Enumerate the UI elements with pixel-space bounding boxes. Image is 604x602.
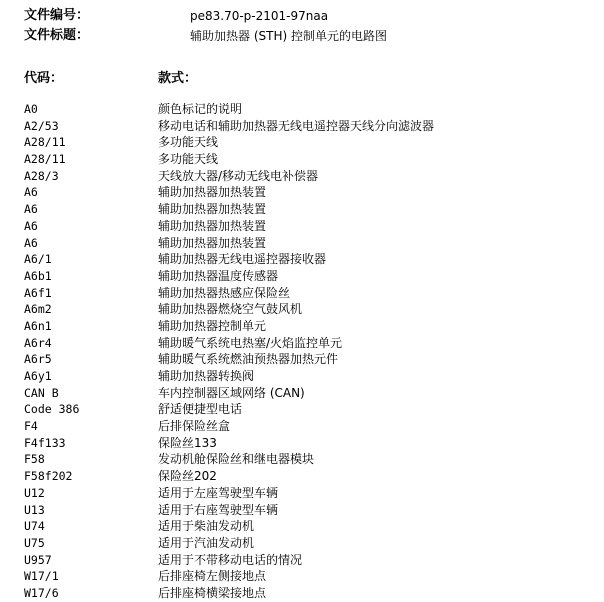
item-code: A6r4: [24, 335, 52, 350]
item-code: A6: [24, 185, 38, 200]
item-description: 保险丝202: [158, 469, 217, 484]
list-item: [24, 151, 594, 168]
item-description: 辅助暖气系统燃油预热器加热元件: [158, 352, 339, 367]
item-description: 辅助加热器控制单元: [158, 318, 267, 333]
list-item: [24, 301, 594, 318]
item-code: F4f133: [24, 435, 66, 450]
item-description: 辅助加热器加热装置: [158, 185, 267, 200]
item-description: 辅助加热器加热装置: [158, 218, 267, 233]
item-description: 辅助加热器温度传感器: [158, 268, 279, 283]
list-item: [24, 585, 594, 602]
item-code: A6y1: [24, 369, 52, 383]
list-item: [24, 368, 594, 385]
list-item: [24, 451, 594, 468]
list-item: [24, 468, 594, 485]
doc-number-value: pe83.70-p-2101-97naa: [190, 9, 329, 23]
item-code: U957: [24, 552, 52, 567]
item-code: A6b1: [24, 268, 52, 283]
list-item: [24, 285, 594, 302]
list-item: [24, 385, 594, 402]
list-item: [24, 418, 594, 435]
item-description: 辅助加热器加热装置: [158, 235, 267, 250]
item-description: 天线放大器/移动无线电补偿器: [158, 168, 319, 183]
item-code: A6/1: [24, 252, 52, 267]
list-item: [24, 518, 594, 535]
item-description: 辅助加热器加热装置: [158, 202, 267, 217]
list-item: [24, 268, 594, 285]
item-code: A6m2: [24, 302, 52, 317]
item-description: 辅助加热器转换阀: [158, 369, 255, 383]
list-item: [24, 184, 594, 201]
item-code: A28/3: [24, 168, 59, 183]
item-description: 发动机舱保险丝和继电器模块: [158, 452, 315, 467]
item-code: A6: [24, 235, 38, 250]
item-description: 适用于不带移动电话的情况: [158, 552, 303, 567]
item-code: F58: [24, 452, 45, 467]
item-code: CAN B: [24, 385, 59, 400]
item-description: 适用于右座驾驶型车辆: [158, 502, 279, 517]
item-description: 辅助加热器燃烧空气鼓风机: [158, 302, 303, 317]
item-code: U74: [24, 519, 45, 534]
item-code: W17/6: [24, 585, 59, 600]
item-code: F4: [24, 419, 38, 434]
list-item: [24, 101, 594, 118]
item-code: F58f202: [24, 469, 73, 484]
doc-title-value: 辅助加热器 (STH) 控制单元的电路图: [190, 29, 387, 43]
item-code: U13: [24, 502, 45, 517]
item-description: 舒适便捷型电话: [158, 402, 243, 417]
item-code: Code 386: [24, 402, 80, 417]
item-code: A2/53: [24, 118, 59, 133]
item-description: 移动电话和辅助加热器无线电遥控器天线分向滤波器: [158, 118, 435, 133]
list-item: [24, 401, 594, 418]
list-item: [24, 134, 594, 151]
description-column-header: 款式：: [158, 71, 198, 86]
list-item: [24, 552, 594, 569]
list-item: [24, 168, 594, 185]
list-item: [24, 435, 594, 452]
item-description: 辅助加热器热感应保险丝: [158, 285, 291, 300]
item-description: 辅助加热器无线电遥控器接收器: [158, 252, 327, 267]
item-description: 颜色标记的说明: [158, 102, 243, 116]
item-description: 多功能天线: [158, 135, 219, 150]
doc-title-label: 文件标题：: [24, 28, 90, 43]
item-description: 保险丝133: [158, 435, 217, 450]
item-code: A6: [24, 218, 38, 233]
item-code: A0: [24, 102, 38, 116]
list-item: [24, 568, 594, 585]
item-description: 适用于柴油发动机: [158, 519, 255, 534]
list-item: [24, 485, 594, 502]
code-column-header: 代码：: [24, 71, 64, 86]
item-code: W17/1: [24, 569, 59, 584]
item-description: 多功能天线: [158, 152, 219, 167]
list-item: [24, 251, 594, 268]
list-item: [24, 201, 594, 218]
list-item: [24, 235, 594, 252]
item-description: 辅助暖气系统电热塞/火焰监控单元: [158, 335, 343, 350]
list-item: [24, 218, 594, 235]
item-description: 适用于汽油发动机: [158, 535, 255, 550]
doc-number-label: 文件编号：: [24, 8, 90, 23]
item-code: U12: [24, 485, 45, 500]
item-code: A6r5: [24, 352, 52, 367]
list-item: [24, 335, 594, 352]
item-code: A6f1: [24, 285, 52, 300]
component-list: [24, 101, 594, 602]
list-item: [24, 318, 594, 335]
item-description: 后排保险丝盒: [158, 419, 231, 434]
item-description: 后排座椅左侧接地点: [158, 569, 267, 584]
list-item: [24, 118, 594, 135]
list-item: [24, 535, 594, 552]
item-description: 车内控制器区域网络 (CAN): [158, 385, 305, 400]
item-description: 后排座椅横梁接地点: [158, 585, 267, 600]
item-description: 适用于左座驾驶型车辆: [158, 485, 279, 500]
item-code: A28/11: [24, 135, 66, 150]
item-code: A28/11: [24, 152, 66, 167]
list-item: [24, 351, 594, 368]
item-code: A6n1: [24, 318, 52, 333]
list-item: [24, 502, 594, 519]
item-code: A6: [24, 202, 38, 217]
item-code: U75: [24, 535, 45, 550]
